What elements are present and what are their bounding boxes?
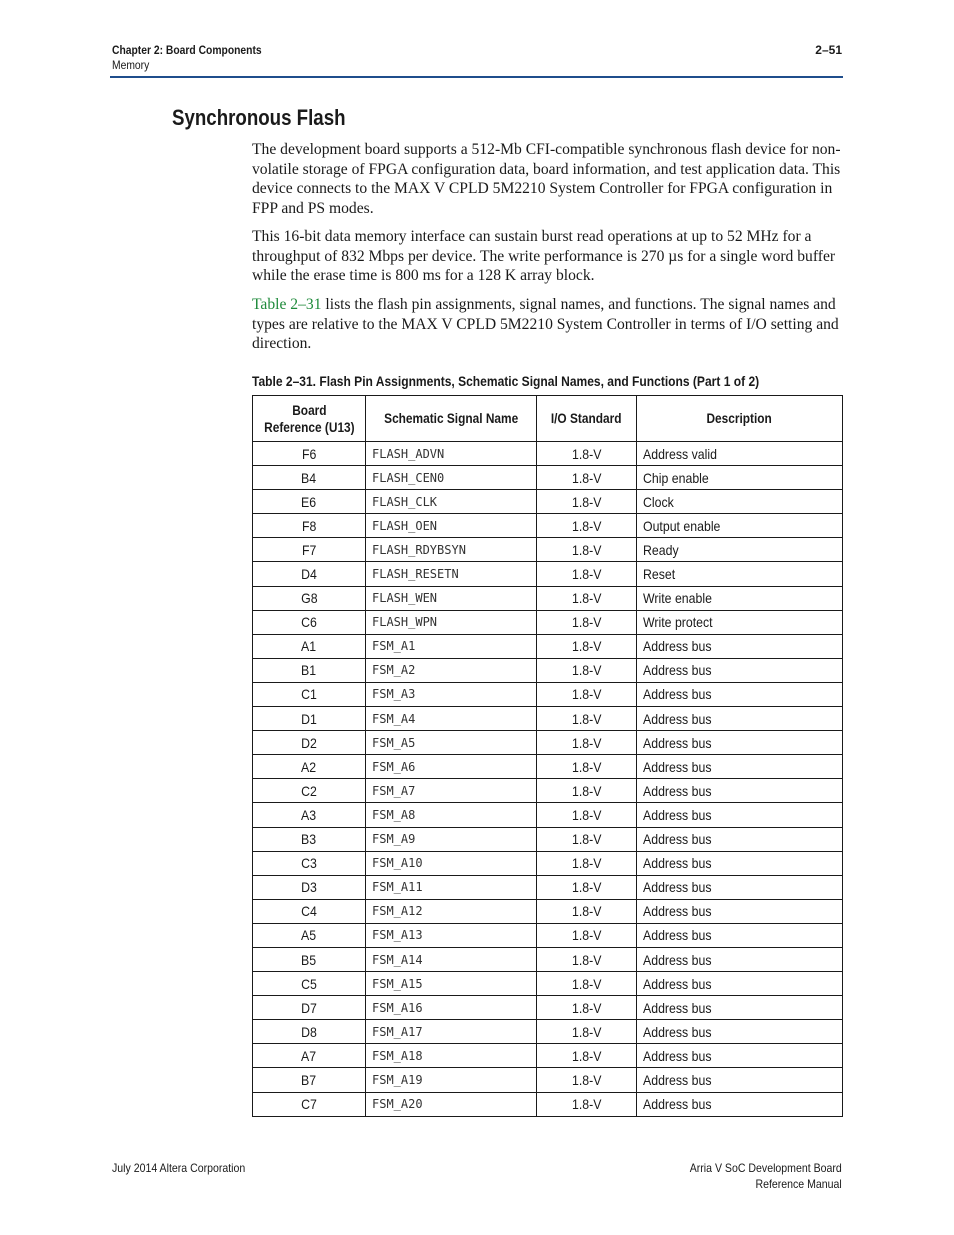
cell-board-reference: C6: [253, 610, 366, 634]
cell-board-reference: D2: [253, 731, 366, 755]
flash-pin-table: [252, 395, 843, 1117]
table-row: [253, 514, 843, 538]
table-row: [253, 490, 843, 514]
table-row: [253, 707, 843, 731]
cell-board-reference: A3: [253, 803, 366, 827]
cell-board-reference: B3: [253, 827, 366, 851]
cell-io-standard: 1.8-V: [537, 996, 637, 1020]
cell-signal-name: FSM_A1: [366, 634, 537, 658]
cell-signal-name: FSM_A9: [366, 827, 537, 851]
cell-signal-name: FSM_A4: [366, 707, 537, 731]
cell-io-standard: 1.8-V: [537, 1044, 637, 1068]
table-row: [253, 682, 843, 706]
table-row: [253, 586, 843, 610]
paragraph-intro: The development board supports a 512-Mb CFI-compatible synchronous flash device for non-volatile storage of FPGA configuration data, board information, and test application data. This device connects to the MAX V CPLD 5M2210 System Controller for FPGA configuration in FPP and PS modes.: [252, 141, 841, 217]
table-row: [253, 803, 843, 827]
cell-board-reference: C4: [253, 899, 366, 923]
cell-board-reference: B5: [253, 947, 366, 971]
cell-signal-name: FLASH_RDYBSYN: [366, 538, 537, 562]
cell-board-reference: D3: [253, 875, 366, 899]
table-caption: Table 2–31. Flash Pin Assignments, Schematic Signal Names, and Functions (Part 1 of 2): [252, 373, 760, 389]
cell-signal-name: FSM_A12: [366, 899, 537, 923]
cell-description: Address bus: [637, 682, 843, 706]
table-row: [253, 442, 843, 466]
section-heading: Synchronous Flash: [172, 105, 346, 130]
table-row: [253, 634, 843, 658]
table-row: [253, 923, 843, 947]
table-row: [253, 538, 843, 562]
header-rule: [110, 76, 843, 78]
cell-signal-name: FLASH_ADVN: [366, 442, 537, 466]
cell-signal-name: FLASH_WPN: [366, 610, 537, 634]
cell-signal-name: FLASH_WEN: [366, 586, 537, 610]
table-row: [253, 1092, 843, 1116]
paragraph-text: lists the flash pin assignments, signal names, and functions. The signal names and types are relative to the MAX V CPLD 5M2210 System Controller in terms of I/O setting and direction.: [252, 296, 839, 353]
chapter-title: Chapter 2: Board Components: [112, 43, 262, 57]
cell-io-standard: 1.8-V: [537, 538, 637, 562]
column-header-board-reference: Board Reference (U13): [253, 396, 366, 442]
cell-io-standard: 1.8-V: [537, 851, 637, 875]
paragraph-performance: This 16-bit data memory interface can sustain burst read operations at up to 52 MHz for a throughput of 832 Mbps per device. The write performance is 270 µs for a single word buffer while the erase time is 800 ms for a 128 K array block.: [252, 228, 836, 285]
cell-signal-name: FLASH_CEN0: [366, 466, 537, 490]
cell-io-standard: 1.8-V: [537, 707, 637, 731]
cell-description: Address bus: [637, 1044, 843, 1068]
paragraph-table-reference: [252, 295, 844, 354]
cell-description: Address bus: [637, 875, 843, 899]
footer-date-company: July 2014 Altera Corporation: [112, 1161, 246, 1175]
cell-description: Address bus: [637, 899, 843, 923]
cell-signal-name: FSM_A2: [366, 658, 537, 682]
cell-io-standard: 1.8-V: [537, 442, 637, 466]
cell-signal-name: FSM_A13: [366, 923, 537, 947]
cell-io-standard: 1.8-V: [537, 972, 637, 996]
cell-io-standard: 1.8-V: [537, 466, 637, 490]
cell-description: Address bus: [637, 755, 843, 779]
cell-board-reference: A5: [253, 923, 366, 947]
cell-description: Output enable: [637, 514, 843, 538]
cell-io-standard: 1.8-V: [537, 875, 637, 899]
cell-board-reference: D4: [253, 562, 366, 586]
table-row: [253, 731, 843, 755]
cell-signal-name: FSM_A16: [366, 996, 537, 1020]
table-row: [253, 466, 843, 490]
cell-io-standard: 1.8-V: [537, 731, 637, 755]
cell-signal-name: FSM_A15: [366, 972, 537, 996]
table-row: [253, 827, 843, 851]
cell-signal-name: FLASH_CLK: [366, 490, 537, 514]
cell-signal-name: FSM_A5: [366, 731, 537, 755]
cell-io-standard: 1.8-V: [537, 899, 637, 923]
cell-board-reference: B1: [253, 658, 366, 682]
cell-description: Address bus: [637, 779, 843, 803]
cell-signal-name: FSM_A3: [366, 682, 537, 706]
cell-io-standard: 1.8-V: [537, 755, 637, 779]
cell-description: Address bus: [637, 1068, 843, 1092]
cell-description: Address bus: [637, 827, 843, 851]
cell-description: Ready: [637, 538, 843, 562]
cell-description: Address bus: [637, 851, 843, 875]
cell-io-standard: 1.8-V: [537, 1068, 637, 1092]
cell-signal-name: FSM_A18: [366, 1044, 537, 1068]
cell-io-standard: 1.8-V: [537, 658, 637, 682]
cell-board-reference: A7: [253, 1044, 366, 1068]
table-row: [253, 947, 843, 971]
cell-board-reference: D1: [253, 707, 366, 731]
cell-description: Write protect: [637, 610, 843, 634]
cell-description: Write enable: [637, 586, 843, 610]
cell-board-reference: F8: [253, 514, 366, 538]
table-row: [253, 779, 843, 803]
cell-description: Address bus: [637, 658, 843, 682]
cell-board-reference: C5: [253, 972, 366, 996]
cell-signal-name: FLASH_RESETN: [366, 562, 537, 586]
cell-board-reference: G8: [253, 586, 366, 610]
running-header: [112, 43, 286, 73]
footer-doc-line1: Arria V SoC Development Board: [689, 1161, 842, 1175]
table-row: [253, 851, 843, 875]
cell-description: Address bus: [637, 634, 843, 658]
cell-signal-name: FSM_A11: [366, 875, 537, 899]
cell-description: Address bus: [637, 1020, 843, 1044]
cell-io-standard: 1.8-V: [537, 1092, 637, 1116]
cell-io-standard: 1.8-V: [537, 803, 637, 827]
column-header-io-standard: I/O Standard: [537, 396, 637, 442]
cell-signal-name: FSM_A6: [366, 755, 537, 779]
cell-description: Address bus: [637, 923, 843, 947]
cell-description: Address valid: [637, 442, 843, 466]
cell-description: Address bus: [637, 972, 843, 996]
section-name: Memory: [112, 58, 150, 72]
cell-io-standard: 1.8-V: [537, 682, 637, 706]
cell-description: Address bus: [637, 803, 843, 827]
cell-description: Address bus: [637, 947, 843, 971]
cell-description: Chip enable: [637, 466, 843, 490]
cell-description: Clock: [637, 490, 843, 514]
cell-board-reference: E6: [253, 490, 366, 514]
cell-signal-name: FSM_A7: [366, 779, 537, 803]
cell-board-reference: A1: [253, 634, 366, 658]
cell-io-standard: 1.8-V: [537, 923, 637, 947]
table-row: [253, 658, 843, 682]
cell-io-standard: 1.8-V: [537, 586, 637, 610]
column-header-signal-name: Schematic Signal Name: [366, 396, 537, 442]
cell-io-standard: 1.8-V: [537, 1020, 637, 1044]
table-row: [253, 899, 843, 923]
cell-board-reference: B4: [253, 466, 366, 490]
cell-description: Address bus: [637, 1092, 843, 1116]
cell-signal-name: FSM_A14: [366, 947, 537, 971]
cell-io-standard: 1.8-V: [537, 610, 637, 634]
cell-board-reference: D8: [253, 1020, 366, 1044]
cell-io-standard: 1.8-V: [537, 514, 637, 538]
cell-board-reference: D7: [253, 996, 366, 1020]
page-number: 2–51: [815, 43, 842, 57]
cell-signal-name: FSM_A17: [366, 1020, 537, 1044]
cell-description: Address bus: [637, 996, 843, 1020]
cell-board-reference: B7: [253, 1068, 366, 1092]
table-row: [253, 972, 843, 996]
cell-board-reference: C2: [253, 779, 366, 803]
cell-io-standard: 1.8-V: [537, 827, 637, 851]
cell-signal-name: FLASH_OEN: [366, 514, 537, 538]
footer-document-title: [669, 1160, 842, 1192]
footer-doc-line2: Reference Manual: [755, 1177, 842, 1191]
cell-io-standard: 1.8-V: [537, 947, 637, 971]
cell-io-standard: 1.8-V: [537, 634, 637, 658]
cell-signal-name: FSM_A10: [366, 851, 537, 875]
cell-description: Address bus: [637, 707, 843, 731]
cell-io-standard: 1.8-V: [537, 779, 637, 803]
cell-board-reference: C7: [253, 1092, 366, 1116]
cell-board-reference: F7: [253, 538, 366, 562]
table-body: [253, 442, 843, 1117]
cell-signal-name: FSM_A19: [366, 1068, 537, 1092]
cell-board-reference: C1: [253, 682, 366, 706]
cell-description: Address bus: [637, 731, 843, 755]
cell-io-standard: 1.8-V: [537, 490, 637, 514]
table-row: [253, 562, 843, 586]
cell-io-standard: 1.8-V: [537, 562, 637, 586]
table-row: [253, 610, 843, 634]
table-row: [253, 1044, 843, 1068]
table-row: [253, 1020, 843, 1044]
table-row: [253, 875, 843, 899]
cell-board-reference: C3: [253, 851, 366, 875]
table-cross-reference-link[interactable]: Table 2–31: [252, 296, 322, 313]
table-row: [253, 996, 843, 1020]
cell-description: Reset: [637, 562, 843, 586]
cell-board-reference: A2: [253, 755, 366, 779]
column-header-description: Description: [637, 396, 843, 442]
table-header-row: [253, 396, 843, 442]
table-row: [253, 755, 843, 779]
cell-board-reference: F6: [253, 442, 366, 466]
cell-signal-name: FSM_A20: [366, 1092, 537, 1116]
table-row: [253, 1068, 843, 1092]
cell-signal-name: FSM_A8: [366, 803, 537, 827]
